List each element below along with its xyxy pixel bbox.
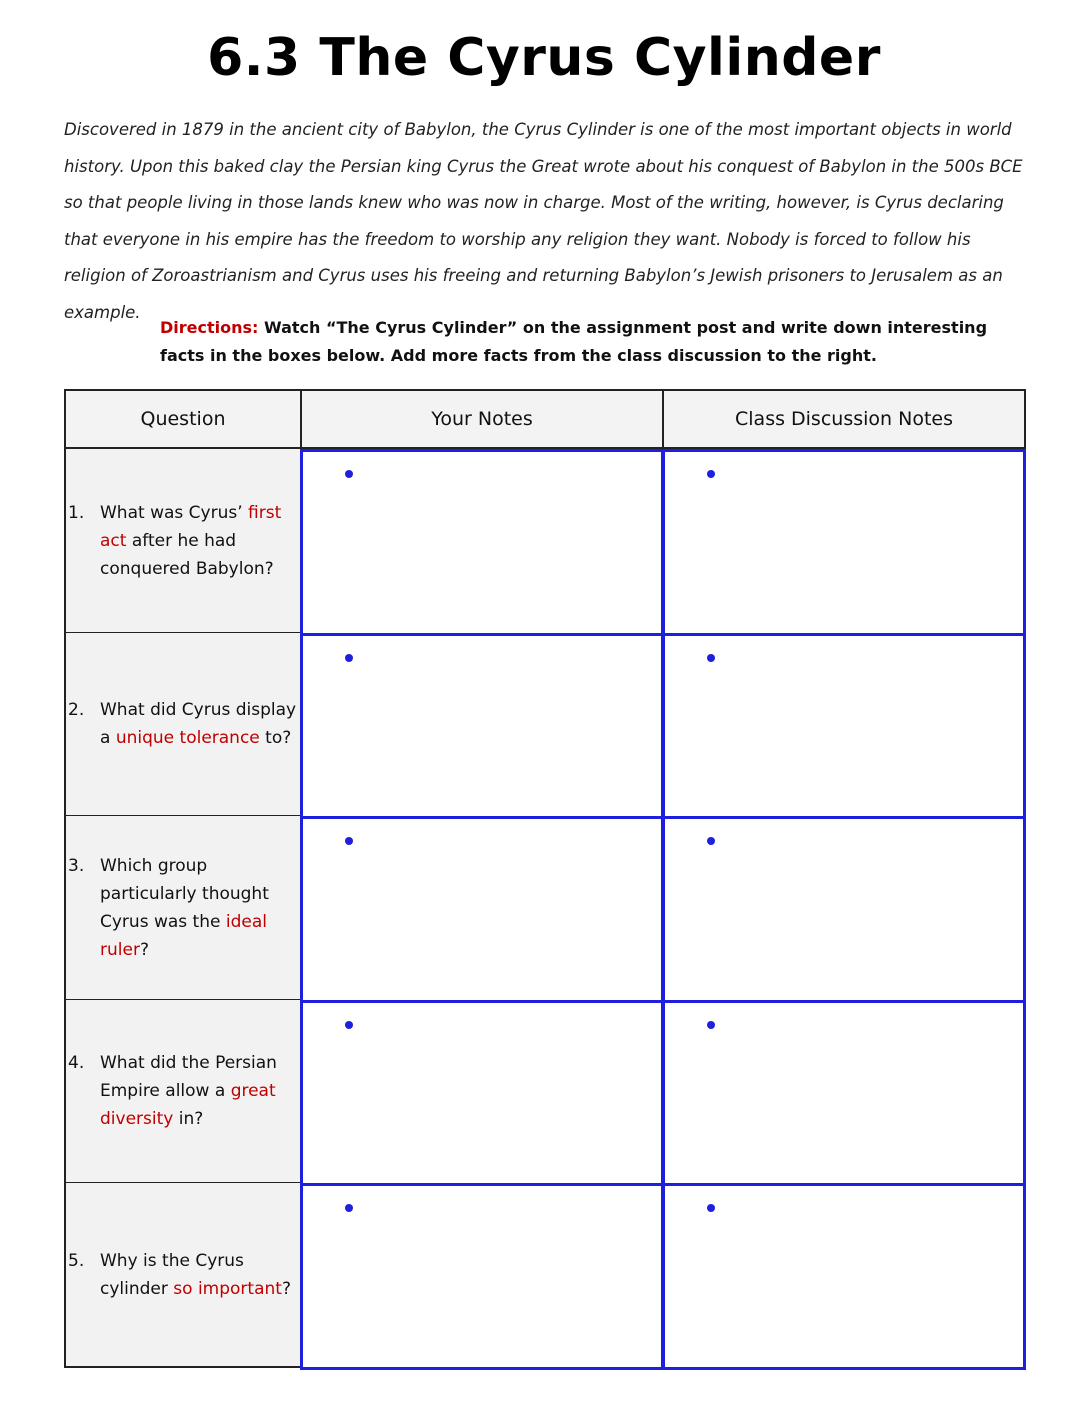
question-cell — [64, 449, 302, 634]
your-notes-cell[interactable] — [300, 449, 664, 636]
class-notes-cell[interactable] — [662, 633, 1026, 820]
question-text-part: in? — [173, 1109, 204, 1129]
intro-paragraph: Discovered in 1879 in the ancient city of Babylon, the Cyrus Cylinder is one of the most important objects in world history. Upon this baked clay the Persian king Cyrus the Great wrote about his conquest of Babylon in the 500s BCE so that people living in those lands knew who was now in charge. Most of the writing, however, is Cyrus declaring that everyone in his empire has the freedom to worship any religion they want. Nobody is forced to follow his religion of Zoroastrianism and Cyrus uses his freeing and returning Babylon’s Jewish prisoners to Jerusalem as an example. — [64, 120, 1023, 322]
directions — [160, 314, 1028, 370]
bullet-point — [707, 470, 715, 478]
question-cell — [64, 1183, 302, 1368]
question-text — [100, 852, 300, 964]
header-class-discussion-notes: Class Discussion Notes — [662, 389, 1026, 449]
header-question: Question — [64, 389, 302, 449]
bullet-point — [707, 837, 715, 845]
question-text-part: ? — [139, 939, 149, 960]
question-number: 4. — [68, 1053, 85, 1073]
bullet-point — [707, 1021, 715, 1029]
question-text — [100, 499, 300, 583]
class-notes-cell[interactable] — [662, 449, 1026, 636]
question-text-part: What was Cyrus’ — [100, 502, 249, 523]
question-text-part: after he had conquered Babylon? — [100, 530, 274, 579]
bullet-point — [345, 837, 353, 845]
bullet-point — [707, 654, 715, 662]
question-text-part: ? — [281, 1278, 291, 1299]
question-keyword: unique tolerance — [115, 728, 260, 748]
question-text-part: to? — [259, 728, 292, 748]
question-cell — [64, 816, 302, 1001]
worksheet-table — [64, 389, 1026, 1367]
question-text-part: Which group particularly thought Cyrus was the — [100, 855, 269, 932]
class-notes-cell[interactable] — [662, 816, 1026, 1003]
your-notes-cell[interactable] — [300, 816, 664, 1003]
question-number: 1. — [68, 502, 85, 523]
question-text-part: What did Cyrus display a — [100, 700, 297, 748]
your-notes-cell[interactable] — [300, 1000, 664, 1187]
your-notes-cell[interactable] — [300, 1183, 664, 1370]
question-cell — [64, 1000, 302, 1185]
question-text-part: Why is the Cyrus cylinder — [100, 1250, 244, 1299]
question-number: 5. — [68, 1250, 85, 1271]
your-notes-cell[interactable] — [300, 633, 664, 820]
directions-text: Watch “The Cyrus Cylinder” on the assignment post and write down interesting facts in the boxes below. Add more facts from the class discussion to the right. — [160, 318, 988, 365]
class-notes-cell[interactable] — [662, 1000, 1026, 1187]
bullet-point — [345, 1204, 353, 1212]
bullet-point — [345, 654, 353, 662]
question-keyword: ideal ruler — [100, 911, 267, 960]
question-text — [100, 1049, 300, 1133]
bullet-point — [345, 1021, 353, 1029]
bullet-point — [707, 1204, 715, 1212]
question-text-part: What did the Persian Empire allow a — [100, 1053, 277, 1101]
page-title: 6.3 The Cyrus Cylinder — [207, 28, 881, 88]
question-cell — [64, 633, 302, 818]
question-keyword: so important — [173, 1278, 282, 1299]
directions-label: Directions: — [160, 318, 259, 337]
question-keyword: first act — [100, 502, 282, 551]
question-text — [100, 1247, 300, 1303]
header-your-notes: Your Notes — [300, 389, 664, 449]
question-number: 3. — [68, 855, 85, 876]
question-number: 2. — [68, 700, 85, 720]
bullet-point — [345, 470, 353, 478]
class-notes-cell[interactable] — [662, 1183, 1026, 1370]
question-keyword: great diversity — [100, 1081, 276, 1129]
question-text — [100, 696, 300, 752]
